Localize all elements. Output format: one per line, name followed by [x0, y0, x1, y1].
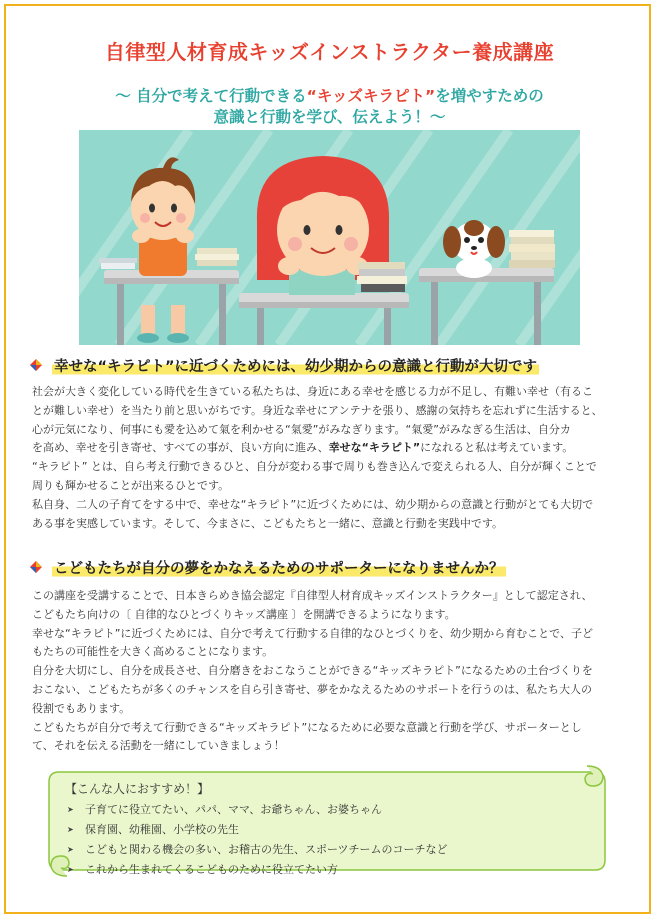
- kids-classroom-illustration: [79, 130, 580, 345]
- section-2-heading-text: こどもたちが自分の夢をかなえるためのサポーターになりませんか？: [52, 557, 506, 578]
- section-2-body: [32, 587, 632, 756]
- recommend-list: [67, 800, 448, 880]
- page-subtitle: [0, 86, 659, 128]
- paragraph: 役割でもあります。: [32, 701, 131, 715]
- arrow-bullet-icon: ➤: [67, 825, 74, 834]
- paragraph-text: を高め、幸せを引き寄せ、すべての事が、良い方向に進み、: [32, 441, 329, 455]
- subtitle-line-2: 意識と行動を学び、伝えよう！～: [213, 108, 446, 126]
- list-item-text: 保育園、幼稚園、小学校の先生: [85, 823, 239, 836]
- paragraph: 社会が大きく変化している時代を生きている私たちは、身近にある幸せを感じる力が不足し、有難い幸せ（有るこ: [32, 385, 593, 398]
- section-1-body: [32, 383, 632, 533]
- page-title: 自律型人材育成キッズインストラクター養成講座: [104, 40, 555, 64]
- bold-phrase: 幸せな“キラピト”: [328, 441, 421, 455]
- list-item: [67, 820, 448, 840]
- heading-bullet-icon: [30, 561, 42, 573]
- paragraph-text: になれると私は考えています。: [420, 441, 574, 455]
- books-center: [357, 262, 407, 292]
- subtitle-line-1: [0, 86, 659, 107]
- list-item-text: こどもと関わる機会の多い、お稽古の先生、スポーツチームのコーチなど: [85, 843, 448, 856]
- paragraph: [32, 439, 632, 458]
- paragraph: この講座を受講することで、日本きらめき協会認定『自律型人材育成キッズインストラクター』として認定され、: [32, 589, 593, 602]
- section-1-heading-text: 幸せな“キラピト”に近づくためには、幼少期からの意識と行動が大切です: [52, 355, 539, 376]
- subtitle-prefix: ～ 自分で考えて行動できる: [115, 87, 307, 105]
- heading-bullet-icon: [30, 359, 42, 371]
- list-item-text: これから生まれてくるこどものために役立てたい方: [85, 863, 338, 876]
- paragraph: とが難しい幸せ）を当たり前と思いがちです。身近な幸せにアンテナを張り、感謝の気持ちを忘れずに生活すると、: [32, 403, 603, 417]
- list-item-text: 子育てに役立てたい、パパ、ママ、お爺ちゃん、お婆ちゃん: [85, 803, 382, 816]
- paragraph: ある事を実感しています。そして、今まさに、こどもたちと一緒に、意識と行動を実践中です。: [32, 516, 504, 530]
- arrow-bullet-icon: ➤: [67, 865, 74, 874]
- paragraph: “キラピト” とは、自ら考え行動できるひと、自分が変わる事で周りも巻き込んで変えられる人、自分が輝くことで: [32, 460, 597, 474]
- paragraph: 幸せな“キラピト”に近づくためには、自分で考えて行動する自律的なひとづくりを、幼少期から育むことで、子ど: [32, 626, 593, 640]
- subtitle-suffix: を増やすための: [435, 87, 544, 105]
- subtitle-highlight: “キッズキラピト”: [306, 87, 436, 105]
- section-1-heading: [30, 353, 539, 377]
- paragraph: 心が元気になり、何事にも愛を込めて氣を利かせる“氣愛”がみなぎります。“氣愛”がみなぎる生活は、自分カ: [32, 422, 571, 436]
- paragraph: おこない、こどもたちが多くのチャンスを自ら引き寄せ、夢をかなえるためのサポートを行うのは、私たち大人の: [32, 682, 593, 696]
- arrow-bullet-icon: ➤: [67, 845, 74, 854]
- books-right: [509, 230, 555, 268]
- recommend-title: 【こんな人におすすめ！】: [65, 782, 210, 796]
- list-item: [67, 840, 448, 860]
- paragraph: 私自身、二人の子育てをする中で、幸せな“キラピト”に近づくためには、幼少期からの意識と行動がとても大切で: [32, 497, 594, 511]
- list-item: [67, 860, 448, 880]
- paragraph: 自分を大切にし、自分を成長させ、自分磨きをおこなうことができる“キッズキラピト”になるための土台づくりを: [32, 664, 593, 678]
- arrow-bullet-icon: ➤: [67, 805, 74, 814]
- paragraph: こどもたち向けの〔 自律的なひとづくりキッズ講座 〕を開講できるようになります。: [32, 607, 456, 621]
- paragraph: こどもたちが自分で考えて行動できる“キッズキラピト”になるために必要な意識と行動を学び、サポーターとし: [32, 720, 582, 734]
- list-item: [67, 800, 448, 820]
- section-2-heading: [30, 555, 506, 579]
- paragraph: もたちの可能性を大きく高めることになります。: [32, 645, 274, 659]
- paragraph: て、それを伝える活動を一緒にしていきましょう！: [32, 739, 285, 753]
- paragraph: 周りも輝かせることが出来るひとです。: [32, 478, 230, 492]
